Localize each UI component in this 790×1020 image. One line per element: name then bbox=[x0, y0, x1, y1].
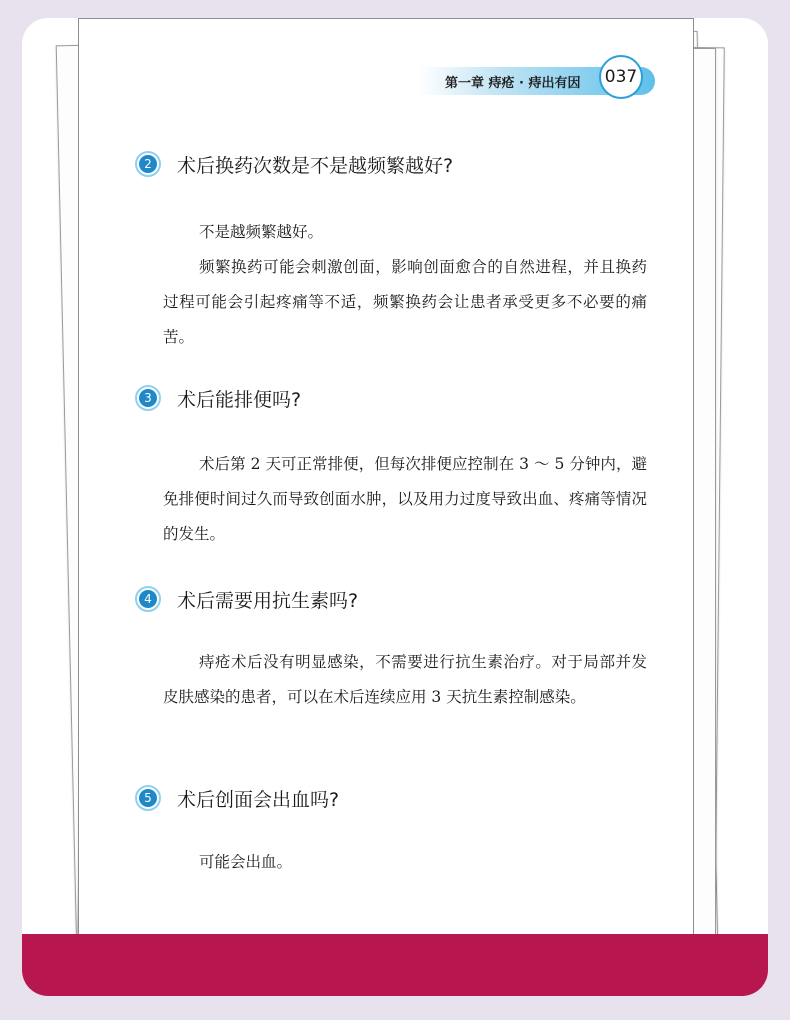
number-badge-icon bbox=[135, 385, 161, 411]
question-number: 2 bbox=[139, 155, 157, 173]
question-heading bbox=[135, 582, 358, 616]
chapter-title: 第一章 痔疮 · 痔出有因 bbox=[445, 76, 581, 91]
book-page bbox=[78, 18, 694, 936]
answer-paragraph: 频繁换药可能会刺激创面，影响创面愈合的自然进程，并且换药过程可能会引起疼痛等不适，频繁换药会让患者承受更多不必要的痛苦。 bbox=[163, 258, 647, 346]
answer-paragraph: 痔疮术后没有明显感染，不需要进行抗生素治疗。对于局部并发皮肤感染的患者，可以在术后连续应用 3 天抗生素控制感染。 bbox=[163, 653, 647, 706]
number-badge-icon bbox=[135, 785, 161, 811]
answer-paragraph: 不是越频繁越好。 bbox=[199, 223, 324, 241]
question-text: 术后需要用抗生素吗? bbox=[177, 589, 359, 612]
question-text: 术后换药次数是不是越频繁越好? bbox=[177, 154, 454, 177]
question-text: 术后能排便吗? bbox=[177, 388, 302, 411]
image-frame bbox=[22, 18, 768, 996]
number-badge-icon bbox=[135, 151, 161, 177]
question-number: 4 bbox=[139, 590, 157, 608]
question-number: 3 bbox=[139, 389, 157, 407]
question-heading bbox=[135, 147, 453, 181]
question-text: 术后创面会出血吗? bbox=[177, 788, 340, 811]
answer-paragraph: 术后第 2 天可正常排便，但每次排便应控制在 3 ～ 5 分钟内，避免排便时间过久而导致创面水肿，以及用力过度导致出血、疼痛等情况的发生。 bbox=[163, 455, 647, 543]
question-heading bbox=[135, 781, 339, 815]
number-badge-icon bbox=[135, 586, 161, 612]
answer-paragraph: 可能会出血。 bbox=[199, 853, 293, 871]
question-number: 5 bbox=[139, 789, 157, 807]
page-number: 037 bbox=[599, 55, 643, 99]
bottom-color-band bbox=[22, 934, 768, 996]
question-heading bbox=[135, 381, 301, 415]
